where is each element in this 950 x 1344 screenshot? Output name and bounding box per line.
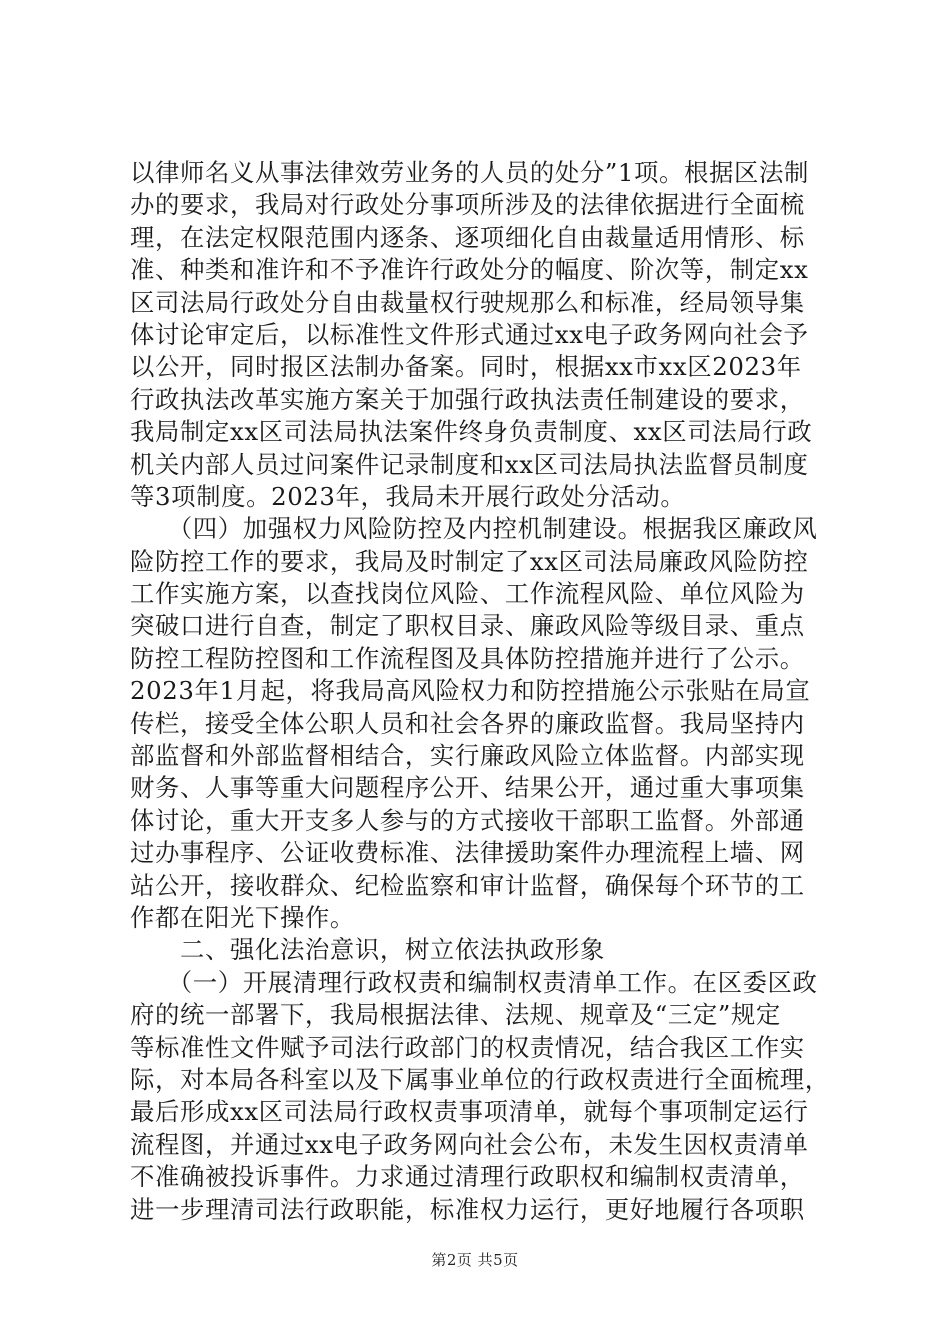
text-line-13: 险防控工作的要求，我局及时制定了xx区司法局廉政风险防控 bbox=[130, 546, 809, 576]
text-line-27: 府的统一部署下，我局根据法律、法规、规章及“三定”规定 bbox=[130, 1000, 781, 1030]
text-line-23: 站公开，接收群众、纪检监察和审计监督，确保每个环节的工 bbox=[130, 870, 805, 900]
text-line-32: 不准确被投诉事件。力求通过清理行政职权和编制权责清单， bbox=[130, 1162, 805, 1192]
text-line-31: 流程图，并通过xx电子政务网向社会公布，未发生因权责清单 bbox=[130, 1129, 809, 1159]
text-line-1: 以律师名义从事法律效劳业务的人员的处分”1项。根据区法制 bbox=[130, 158, 809, 187]
text-line-29: 际，对本局各科室以及下属事业单位的行政权责进行全面梳理， bbox=[130, 1064, 830, 1094]
text-line-3: 理，在法定权限范围内逐条、逐项细化自由裁量适用情形、标 bbox=[130, 222, 805, 252]
page-number-footer: 第2页 共5页 bbox=[431, 1251, 519, 1269]
text-line-24: 作都在阳光下操作。 bbox=[130, 902, 355, 932]
text-line-5: 区司法局行政处分自由裁量权行驶规那么和标准，经局领导集 bbox=[130, 287, 805, 317]
text-line-20: 财务、人事等重大问题程序公开、结果公开，通过重大事项集 bbox=[130, 773, 805, 803]
text-line-2: 办的要求，我局对行政处分事项所涉及的法律依据进行全面梳 bbox=[130, 190, 805, 220]
text-line-8: 行政执法改革实施方案关于加强行政执法责任制建设的要求， bbox=[130, 384, 805, 414]
text-line-6: 体讨论审定后，以标准性文件形式通过xx电子政务网向社会予 bbox=[130, 319, 809, 349]
text-line-28: 等标准性文件赋予司法行政部门的权责情况，结合我区工作实 bbox=[130, 1032, 805, 1062]
text-line-26: （一）开展清理行政权责和编制权责清单工作。在区委区政 bbox=[130, 967, 818, 997]
text-line-22: 过办事程序、公证收费标准、法律援助案件办理流程上墙、网 bbox=[130, 838, 805, 868]
text-line-16: 防控工程防控图和工作流程图及具体防控措施并进行了公示。 bbox=[130, 643, 805, 673]
text-line-15: 突破口进行自查，制定了职权目录、廉政风险等级目录、重点 bbox=[130, 611, 805, 641]
text-line-18: 传栏，接受全体公职人员和社会各界的廉政监督。我局坚持内 bbox=[130, 708, 805, 738]
text-line-9: 我局制定xx区司法局执法案件终身负责制度、xx区司法局行政 bbox=[130, 417, 813, 447]
text-line-19: 部监督和外部监督相结合，实行廉政风险立体监督。内部实现 bbox=[130, 741, 805, 771]
text-line-11: 等3项制度。2023年，我局未开展行政处分活动。 bbox=[130, 481, 686, 511]
text-line-10: 机关内部人员过问案件记录制度和xx区司法局执法监督员制度 bbox=[130, 449, 809, 479]
section-heading: 二、强化法治意识，树立依法执政形象 bbox=[130, 935, 605, 965]
text-line-17: 2023年1月起，将我局高风险权力和防控措施公示张贴在局宣 bbox=[130, 676, 811, 706]
text-line-21: 体讨论，重大开支多人参与的方式接收干部职工监督。外部通 bbox=[130, 805, 805, 835]
document-body bbox=[130, 157, 830, 1226]
text-line-30: 最后形成xx区司法局行政权责事项清单，就每个事项制定运行 bbox=[130, 1097, 809, 1127]
text-line-7: 以公开，同时报区法制办备案。同时，根据xx市xx区2023年 bbox=[130, 352, 802, 382]
text-line-14: 工作实施方案，以查找岗位风险、工作流程风险、单位风险为 bbox=[130, 579, 805, 609]
text-line-12: （四）加强权力风险防控及内控机制建设。根据我区廉政风 bbox=[130, 514, 818, 544]
text-line-4: 准、种类和准许和不予准许行政处分的幅度、阶次等，制定xx bbox=[130, 255, 809, 285]
text-line-33: 进一步理清司法行政职能，标准权力运行，更好地履行各项职 bbox=[130, 1194, 805, 1224]
